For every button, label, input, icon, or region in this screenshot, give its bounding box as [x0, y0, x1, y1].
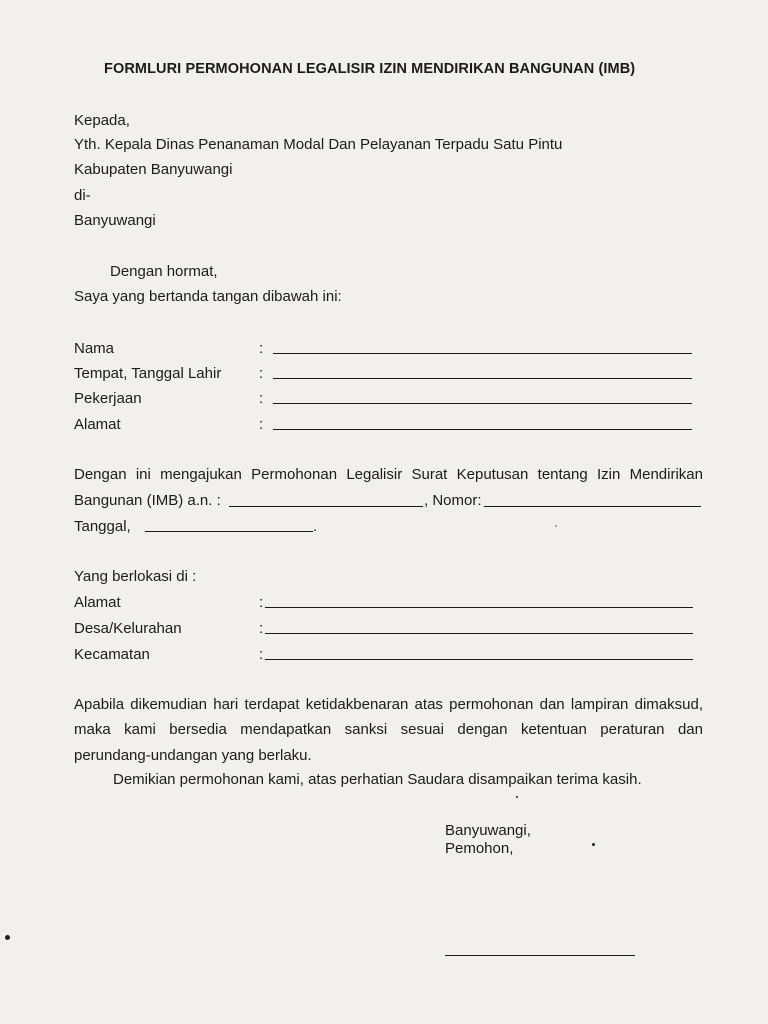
field-label-ttl: Tempat, Tanggal Lahir — [74, 365, 222, 382]
statement-line-2: maka kami bersedia mendapatkan sanksi sesuai dengan ketentuan peraturan dan — [74, 721, 703, 738]
request-an-label: Bangunan (IMB) a.n. : — [74, 492, 221, 509]
pekerjaan-input-line[interactable] — [273, 403, 692, 404]
recipient-line-1: Kepada, — [74, 112, 130, 129]
request-nomor-label: , Nomor: — [424, 492, 482, 509]
greeting: Dengan hormat, — [110, 263, 218, 280]
nama-input-line[interactable] — [273, 353, 692, 354]
field-colon: : — [259, 390, 264, 407]
location-heading: Yang berlokasi di : — [74, 568, 197, 585]
scan-speck — [555, 525, 557, 527]
location-label-alamat: Alamat — [74, 594, 121, 611]
recipient-line-5: Banyuwangi — [74, 212, 156, 229]
signature-place: Banyuwangi, — [445, 822, 531, 839]
location-label-desa: Desa/Kelurahan — [74, 620, 182, 637]
an-input-line[interactable] — [229, 506, 423, 507]
recipient-line-3: Kabupaten Banyuwangi — [74, 161, 233, 178]
field-colon: : — [259, 416, 264, 433]
scan-speck — [516, 796, 518, 798]
field-label-nama: Nama — [74, 340, 115, 357]
field-colon: : — [259, 340, 264, 357]
tanggal-input-line[interactable] — [145, 531, 313, 532]
recipient-line-2: Yth. Kepala Dinas Penanaman Modal Dan Pelayanan Terpadu Satu Pintu — [74, 136, 563, 153]
location-label-kecamatan: Kecamatan — [74, 646, 150, 663]
signature-role: Pemohon, — [445, 840, 514, 857]
kecamatan-input-line[interactable] — [265, 659, 693, 660]
statement-line-1: Apabila dikemudian hari terdapat ketidakbenaran atas permohonan dan lampiran dimaksud, — [74, 696, 703, 713]
signature-line[interactable] — [445, 955, 635, 956]
request-period: . — [313, 518, 318, 535]
request-tanggal-label: Tanggal, — [74, 518, 131, 535]
location-alamat-input-line[interactable] — [265, 607, 693, 608]
ttl-input-line[interactable] — [273, 378, 692, 379]
alamat-input-line[interactable] — [273, 429, 692, 430]
field-colon: : — [259, 646, 264, 663]
field-colon: : — [259, 594, 264, 611]
field-colon: : — [259, 620, 264, 637]
intro-text: Saya yang bertanda tangan dibawah ini: — [74, 288, 342, 305]
closing-text: Demikian permohonan kami, atas perhatian Saudara disampaikan terima kasih. — [113, 771, 642, 788]
field-label-pekerjaan: Pekerjaan — [74, 390, 142, 407]
recipient-line-4: di- — [74, 187, 91, 204]
desa-input-line[interactable] — [265, 633, 693, 634]
statement-line-3: perundang-undangan yang berlaku. — [74, 747, 312, 764]
scan-speck — [592, 843, 595, 846]
field-label-alamat: Alamat — [74, 416, 121, 433]
nomor-input-line[interactable] — [484, 506, 701, 507]
field-colon: : — [259, 365, 264, 382]
form-title: FORMLURI PERMOHONAN LEGALISIR IZIN MENDIRIKAN BANGUNAN (IMB) — [104, 61, 636, 77]
scan-speck — [5, 935, 10, 940]
request-line-1: Dengan ini mengajukan Permohonan Legalisir Surat Keputusan tentang Izin Mendirikan — [74, 466, 703, 483]
